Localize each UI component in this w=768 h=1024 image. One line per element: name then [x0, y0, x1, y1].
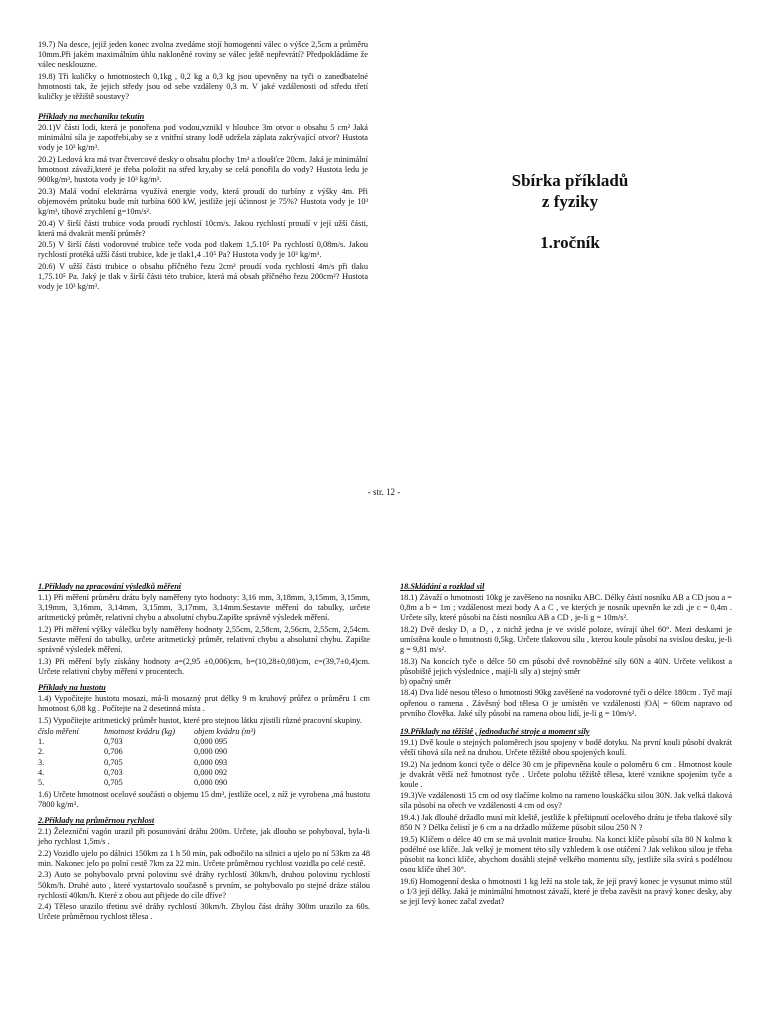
table-row — [38, 737, 255, 747]
table-row — [38, 768, 255, 778]
problem-19-2: 19.2) Na jednom konci tyče o délce 30 cm je připevněna koule o poloměru 6 cm . Hmotnost koule je dvakrát větší než hmotnost tyče . Určete polohu těžiště tělesa, které vznikne spojením tyče a koule . — [400, 759, 732, 789]
table-cell: 2. — [38, 747, 45, 757]
problem-1-1: 1.1) Při měření průměru drátu byly naměřeny tyto hodnoty: 3,16 mm, 3,18mm, 3,15mm, 3,15mm, 3,19mm, 3,16mm, 3,14mm, 3,15mm, 3,17mm, 3,14mm.Sestavte měření do tabulky, určete aritmetický průměr, relativní chybu a absolutní chybu.Zapište správně výsledek měření. — [38, 593, 370, 623]
problem-19-6: 19.6) Homogenní deska o hmotnosti 1 kg leží na stole tak, že její pravý konec je vysunut mimo stůl o 1/3 její délky. Jaká je minimální hmotnost závaží, které je třeba zavěsit na pravý konec desky, aby se její levý konec začal zvedat? — [400, 876, 732, 906]
problem-18-1: 18.1) Závaží o hmotnosti 10kg je zavěšeno na nosníku ABC. Délky částí nosníku AB a CD jsou a = 0,8m a b = 1m ; vzdálenost mezi body A a C , ve kterých je nosník upevněn ke zdi ,je c = 0,4m . Určete síly, které působí na části nosníku AB a CD , je-li g = 10m/s². — [400, 593, 732, 623]
bottom-left-column — [38, 582, 370, 924]
problem-20-1: 20.1)V části lodi, která je ponořena pod vodou,vznikl v hloubce 3m otvor o obsahu 5 cm² Jaká minimální síla je zapotřebí,aby se z vnitřní strany lodě udržela záplata zakrývající otvor? Hustota vody je 10³ kg/m³. — [38, 123, 368, 153]
table-cell: 0,703 — [104, 767, 123, 777]
table-row — [38, 758, 255, 768]
problem-2-1: 2.1) Železniční vagón urazil při posunování dráhu 200m. Určete, jak dlouho se pohyboval, byla-li jeho rychlost 1,5m/s . — [38, 827, 370, 847]
table-cell: 1. — [38, 737, 45, 747]
table-cell: 4. — [38, 767, 45, 777]
problem-1-6: 1.6) Určete hmotnost ocelové součásti o objemu 15 dm³, jestliže ocel, z níž je vyrobena ,má hustotu 7800 kg/m³. — [38, 789, 370, 809]
problem-18-3: 18.3) Na koncích tyče o délce 50 cm působí dvě rovnoběžné síly 60N a 40N. Určete velikost a působiště jejich výslednice , mají-li síly a) stejný směr — [400, 656, 732, 676]
problem-19-1: 19.1) Dvě koule o stejných poloměrech jsou spojeny v bodě dotyku. Na první kouli působí dvakrát větší tíhová síla než na druhou. Určete těžiště obou spojených koulí. — [400, 737, 732, 757]
cover-grade: 1.ročník — [540, 233, 600, 252]
table-cell: 0,705 — [104, 777, 123, 787]
cover-title — [430, 170, 710, 253]
table-header-cell: číslo měření — [38, 727, 79, 737]
section-heading-centre-of-mass: 19.Příklady na těžiště , jednoduché stroje a moment síly — [400, 726, 590, 736]
problem-18-3-b: b) opačný směr — [400, 676, 452, 686]
problem-20-6: 20.6) V užší části trubice o obsahu příčného řezu 2cm² proudí voda rychlostí 4m/s při tlaku 1,75.10⁵ Pa. Jaký je tlak v širší části této trubice, která má obsah příčného řezu 200cm²? Hustota vody je 10³ kg/m³. — [38, 261, 368, 292]
problem-19-3: 19.3)Ve vzdálenosti 15 cm od osy tlačíme kolmo na rameno louskáčku silou 30N. Jak velká tlaková síla působí na ořech ve vzdálenosti 4 cm od osy? — [400, 791, 732, 811]
problem-19-4: 19.4.) Jak dlouhé držadlo musí mít kleště, jestliže k přeštipnutí ocelového drátu je třeba tlakové síly 850 N ? Délka čelistí je 6 cm a na držadlo můžeme působit silou 250 N ? — [400, 812, 732, 833]
problem-1-3: 1.3) Při měření byly získány hodnoty a=(2,95 ±0,006)cm, b=(10,28±0,08)cm, c=(39,7±0,4)cm. Určete relativní chyby měření v procentech. — [38, 656, 370, 676]
table-cell: 0,705 — [104, 757, 123, 767]
table-cell: 3. — [38, 757, 45, 767]
problem-20-5: 20.5) V širší části vodorovné trubice teče voda pod tlakem 1,5.10⁵ Pa rychlostí 0,08m/s. Jakou rychlostí protéká užší části trubice, kde je tlak1,4 .10⁵ Pa? Hustota vody je 10³ kg/m³. — [38, 240, 368, 260]
cover-title-line1: Sbírka příkladů — [511, 171, 629, 190]
problem-1-2: 1.2) Při měření výšky válečku byly naměřeny hodnoty 2,55cm, 2,58cm, 2,56cm, 2,55cm, 2,54cm. Sestavte měření do tabulky, určete aritmetický průměr, relativní chybu a absolutní chybu. Zapište správně výsledek měření. — [38, 624, 370, 655]
table-row — [38, 747, 255, 757]
table-cell: 5. — [38, 777, 45, 787]
problem-2-2: 2.2) Vozidlo ujelo po dálnici 150km za 1 h 50 min, pak odbočilo na silnici a ujelo po ní 53km za 48 min. Nakonec jelo po polní cestě 7km za 22 min. Určete průměrnou rychlost vozidla po celé cestě. — [38, 848, 370, 868]
problem-1-5: 1.5) Vypočítejte aritmetický průměr hustot, které pro stejnou látku zjistili různé pracovní skupiny. — [38, 715, 362, 725]
problem-19-8: 19.8) Tři kuličky o hmotnostech 0,1kg , 0,2 kg a 0,3 kg jsou upevněny na tyči o zanedbatelné hmotnosti tak, že jejich středy jsou od sebe vzdáleny 0,3 m. V jaké vzdálenosti od středu třetí kuličky je těžiště soustavy? — [38, 71, 368, 101]
table-cell: 0,000 093 — [194, 757, 228, 767]
problem-20-3: 20.3) Malá vodní elektrárna využívá energie vody, která proudí do turbíny z výšky 4m. Při objemovém průtoku bude mít turbína 600 kW, jestliže její účinnost je 75%? Hustota vody je 10³ kg/m³, tíhové zrychlení g=10m/s². — [38, 186, 368, 216]
top-left-column — [38, 40, 368, 294]
table-cell: 0,000 090 — [194, 747, 228, 757]
page-number: - str. 12 - — [367, 487, 401, 497]
table-header-cell: objem kvádru (m³) — [194, 727, 256, 737]
table-cell: 0,000 095 — [194, 737, 228, 747]
cover-title-line2: z fyziky — [541, 192, 599, 211]
problem-19-7: 19.7) Na desce, jejíž jeden konec zvolna zvedáme stojí homogenní válec o výšce 2,5cm a průměru 10mm.Při jakém maximálním úhlu nakloněné roviny se válec ještě nepřevrátí? Předpokládáme že válec nesklouzne. — [38, 40, 368, 70]
density-table — [38, 727, 255, 788]
table-cell: 0,706 — [104, 747, 123, 757]
problem-18-2: 18.2) Dvě desky D₁ a D₂ , z nichž jedna je ve svislé poloze, svírají úhel 60°. Mezi deskami je umístěna koule o hmotnosti 0,5kg. Určete tlakovou sílu , kterou koule působí na svislou desku, je-li g = 9,81 m/s². — [400, 624, 732, 655]
problem-20-4: 20.4) V širší části trubice voda proudí rychlostí 10cm/s. Jakou rychlostí proudí v její užší části, která má dvakrát menší průměr? — [38, 218, 368, 238]
table-header-cell: hmotnost kvádru (kg) — [104, 727, 175, 737]
section-heading-density: Příklady na hustotu — [38, 682, 106, 692]
problem-18-4: 18.4) Dva lidé nesou těleso o hmotnosti 90kg zavěšené na vodorovné tyči o délce 180cm . Tyč mají opřenou o ramena . Závěsný bod tělesa O je umístěn ve vzdálenosti |OA| = 60cm napravo od prvního člověka. Jaké síly působí na ramena obou lidí, je-li g = 10m/s². — [400, 688, 732, 718]
section-heading-average-speed: 2.Příklady na průměrnou rychlost — [38, 815, 155, 825]
table-row — [38, 778, 255, 788]
section-heading-forces: 18.Skládání a rozklad sil — [400, 582, 485, 591]
problem-1-4: 1.4) Vypočítejte hustotu mosazi, má-li mosazný prut délky 9 m kruhový průřez o průměru 1 cm hmotnost 6,08 kg . Počítejte na 2 desetinná místa . — [38, 693, 370, 714]
problem-2-3: 2.3) Auto se pohybovalo první polovinu své dráhy rychlostí 30km/h, druhou polovinu rychlostí 50km/h. Druhé auto , které vystartovalo současně s prvním, se pohybovalo po stejné dráze stálou rychlostí 40km/h. Které z obou aut přijede do cíle dříve? — [38, 870, 370, 900]
bottom-right-column — [400, 582, 732, 908]
problem-2-4: 2.4) Těleso urazilo třetinu své dráhy rychlostí 30km/h. Zbylou část dráhy 300m urazilo za 60s. Určete průměrnou rychlost tělesa . — [38, 902, 370, 922]
table-cell: 0,703 — [104, 737, 123, 747]
problem-19-5: 19.5) Klíčem o délce 40 cm se má uvolnit matice šroubu. Na konci klíče působí síla 80 N kolmo k podélné ose klíče. Jak velký je moment této síly vzhledem k ose otáčení ? Jak velikou silou je třeba působit na konci klíče, abychom dosáhli stejně velkého momentu síly, jestliže síla svírá s podélnou osou klíče úhel 30°. — [400, 834, 732, 874]
table-cell: 0,000 092 — [194, 767, 228, 777]
section-heading-measurements: 1.Příklady na zpracování výsledků měření — [38, 582, 182, 591]
problem-20-2: 20.2) Ledová kra má tvar čtvercové desky o obsahu plochy 1m² a tloušťce 20cm. Jaká je minimální hmotnost závaží,které je třeba položit na střed kry,aby se celá ponořila do vody? Hustota ledu je 900kg/m³, hustota vody je 10³ kg/m³. — [38, 154, 368, 185]
table-cell: 0,000 090 — [194, 777, 228, 787]
section-heading-fluids: Příklady na mechaniku tekutin — [38, 112, 145, 122]
